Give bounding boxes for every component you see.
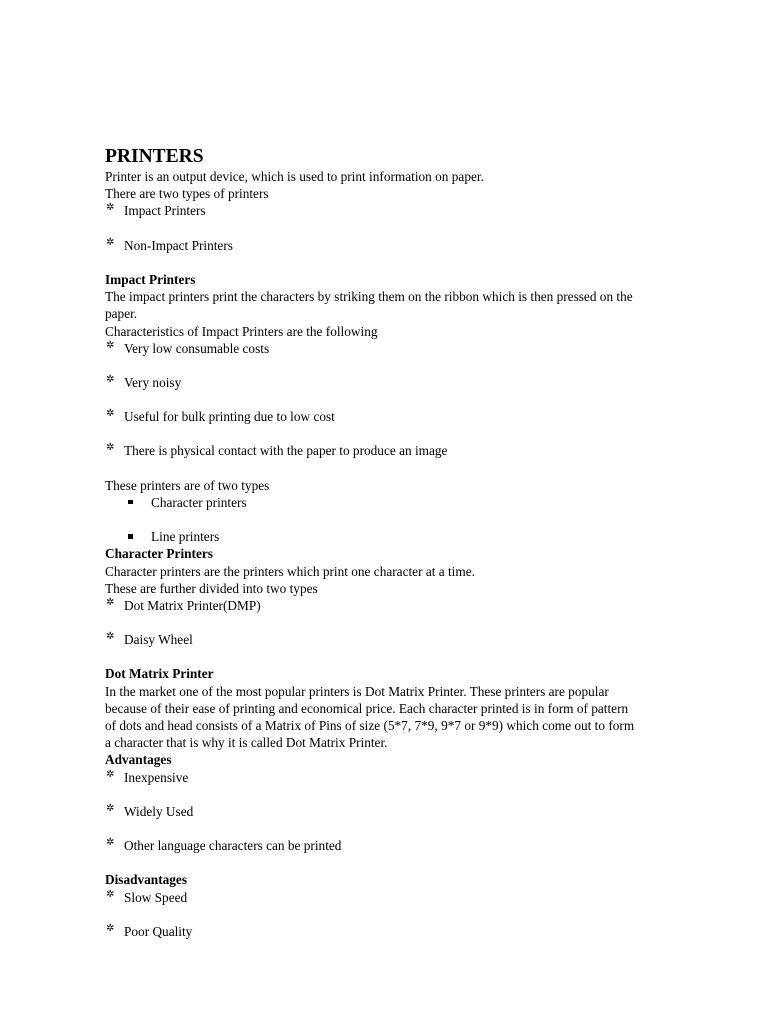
subtypes-list — [105, 494, 715, 545]
list-item: ✲ Dot Matrix Printer(DMP) — [105, 597, 715, 614]
list-item: ✲ Impact Printers — [105, 202, 715, 219]
disadvantages-list — [105, 889, 715, 940]
list-item: ✲ Widely Used — [105, 803, 715, 820]
star-bullet-icon: ✲ — [106, 373, 115, 385]
star-bullet-icon: ✲ — [106, 442, 115, 454]
characteristics-intro: Characteristics of Impact Printers are the following — [105, 323, 378, 339]
section-heading-impact: Impact Printers — [105, 271, 196, 287]
list-item: ✲ Very low consumable costs — [105, 340, 715, 357]
dmp-desc: because of their ease of printing and economical price. Each character printed is in form of pattern — [105, 700, 629, 716]
intro-line: There are two types of printers — [105, 186, 269, 202]
disadvantages-heading: Disadvantages — [105, 872, 188, 888]
character-types-list — [105, 597, 715, 648]
star-bullet-icon: ✲ — [106, 768, 115, 780]
star-bullet-icon: ✲ — [106, 202, 115, 214]
list-item: ✲ Inexpensive — [105, 769, 715, 786]
printer-types-list — [105, 202, 715, 253]
star-bullet-icon: ✲ — [106, 236, 115, 248]
character-desc: These are further divided into two types — [105, 580, 318, 596]
list-item: Line printers — [105, 528, 715, 545]
advantages-list — [105, 769, 715, 855]
star-bullet-icon: ✲ — [106, 922, 115, 934]
list-item: ✲ Non-Impact Printers — [105, 237, 715, 254]
page-title: PRINTERS — [105, 146, 204, 167]
types-intro: These printers are of two types — [105, 477, 270, 493]
advantages-heading: Advantages — [105, 752, 172, 768]
dmp-desc: In the market one of the most popular printers is Dot Matrix Printer. These printers are popular — [105, 683, 609, 699]
star-bullet-icon: ✲ — [106, 408, 115, 420]
list-item: ✲ Other language characters can be printed — [105, 837, 715, 854]
list-item: ✲ Slow Speed — [105, 889, 715, 906]
list-item: ✲ There is physical contact with the paper to produce an image — [105, 442, 715, 459]
section-heading-dmp: Dot Matrix Printer — [105, 666, 214, 682]
star-bullet-icon: ✲ — [106, 802, 115, 814]
characteristics-list — [105, 340, 715, 460]
intro-line: Printer is an output device, which is used to print information on paper. — [105, 169, 484, 184]
document-content — [105, 146, 715, 940]
list-item: ✲ Useful for bulk printing due to low cost — [105, 408, 715, 425]
list-item: ✲ Poor Quality — [105, 923, 715, 940]
star-bullet-icon: ✲ — [106, 631, 115, 643]
star-bullet-icon: ✲ — [106, 339, 115, 351]
impact-desc: The impact printers print the characters by striking them on the ribbon which is then pressed on the — [105, 289, 633, 305]
star-bullet-icon: ✲ — [106, 596, 115, 608]
list-item: ✲ Daisy Wheel — [105, 631, 715, 648]
star-bullet-icon: ✲ — [106, 888, 115, 900]
list-item: ✲ Very noisy — [105, 374, 715, 391]
section-heading-character: Character Printers — [105, 546, 213, 562]
star-bullet-icon: ✲ — [106, 837, 115, 849]
dmp-desc: of dots and head consists of a Matrix of Pins of size (5*7, 7*9, 9*7 or 9*9) which come out to form — [105, 718, 635, 734]
square-bullet-icon — [128, 534, 133, 539]
square-bullet-icon — [128, 500, 133, 505]
character-desc: Character printers are the printers which print one character at a time. — [105, 563, 475, 579]
list-item: Character printers — [105, 494, 715, 511]
dmp-desc: a character that is why it is called Dot Matrix Printer. — [105, 735, 388, 751]
impact-desc: paper. — [105, 306, 138, 322]
